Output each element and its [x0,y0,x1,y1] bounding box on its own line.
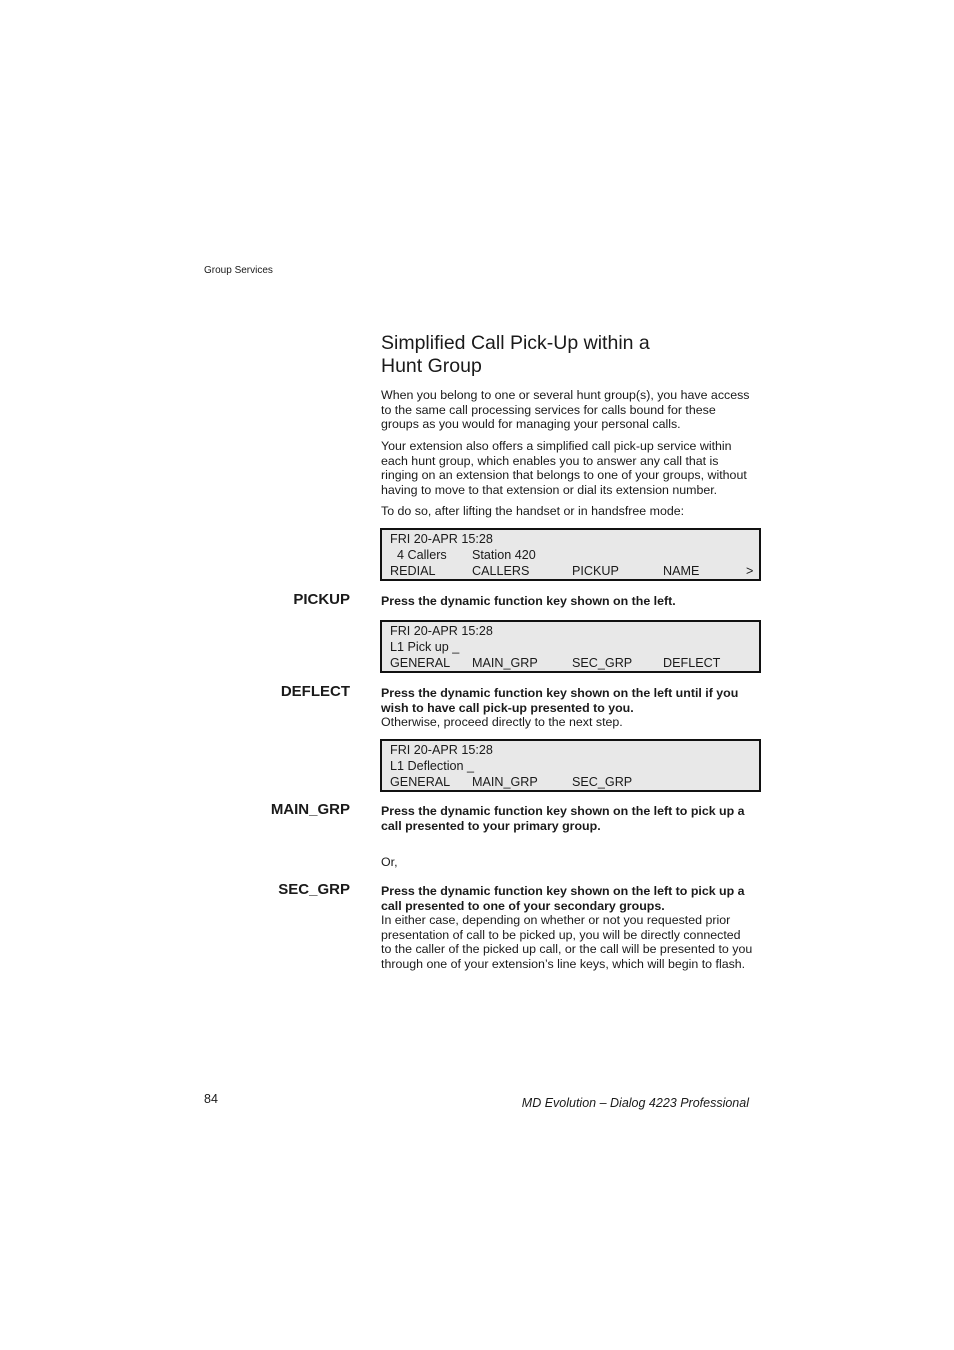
softkey-deflect: DEFLECT [663,656,721,670]
title-line-2: Hunt Group [381,355,482,377]
step-sec-grp-instruction: Press the dynamic function key shown on the left to pick up a call presented to one of your secondary groups. [381,884,745,913]
title-line-1: Simplified Call Pick-Up within a [381,332,650,354]
intro-paragraph-1: When you belong to one or several hunt group(s), you have access to the same call processing services for calls bound for these groups as you would for managing your personal calls. [381,388,750,431]
footer-title: MD Evolution – Dialog 4223 Professional [521,1096,749,1110]
or-text: Or, [381,855,398,869]
step-deflect-note: Otherwise, proceed directly to the next step. [381,715,623,729]
step-deflect-instruction: Press the dynamic function key shown on the left until if you wish to have call pick-up presented to you. [381,686,739,715]
softkey-main-grp: MAIN_GRP [472,656,538,670]
step-main-grp-instruction: Press the dynamic function key shown on the left to pick up a call presented to your primary group. [381,804,745,833]
page-title [381,332,761,378]
intro-paragraph-3: To do so, after lifting the handset or in handsfree mode: [381,504,685,518]
step-deflect [381,686,753,730]
display-line-status: L1 Pick up _ [390,640,460,654]
softkey-callers: CALLERS [472,564,530,578]
display-datetime: FRI 20-APR 15:28 [390,532,493,546]
softkey-name: NAME [663,564,700,578]
softkey-main-grp: MAIN_GRP [472,775,538,789]
key-label-sec-grp: SEC_GRP [278,881,350,898]
softkey-general: GENERAL [390,775,451,789]
display-line-status: L1 Deflection _ [390,759,475,773]
section-header: Group Services [204,265,273,276]
phone-display-deflection [380,739,761,792]
display-station: Station 420 [472,548,536,562]
display-datetime: FRI 20-APR 15:28 [390,624,493,638]
softkey-redial: REDIAL [390,564,436,578]
phone-display-idle [380,528,761,581]
page-number: 84 [204,1092,218,1106]
phone-display-pickup [380,620,761,673]
softkey-more-arrow: > [746,564,754,578]
softkey-pickup: PICKUP [572,564,619,578]
intro-paragraph-2: Your extension also offers a simplified call pick-up service within each hunt group, which enables you to answer any call that is ringing on an extension that belongs to one of your groups, without having to move to that extension or dial its extension number. [381,439,747,497]
step-pickup-instruction: Press the dynamic function key shown on the left. [381,594,676,608]
display-callers-count: 4 Callers [397,548,447,562]
softkey-sec-grp: SEC_GRP [572,775,633,789]
key-label-main-grp: MAIN_GRP [270,801,350,818]
key-label-pickup: PICKUP [293,591,350,608]
display-datetime: FRI 20-APR 15:28 [390,743,493,757]
step-sec-grp [381,884,753,971]
key-label-deflect: DEFLECT [280,683,350,700]
softkey-sec-grp: SEC_GRP [572,656,633,670]
softkey-general: GENERAL [390,656,451,670]
step-sec-grp-note: In either case, depending on whether or not you requested prior presentation of call to be picked up, you will be directly connected to the caller of the picked up call, or the call will be presented to you through one of your extension’s line keys, which will begin to flash. [381,913,753,971]
